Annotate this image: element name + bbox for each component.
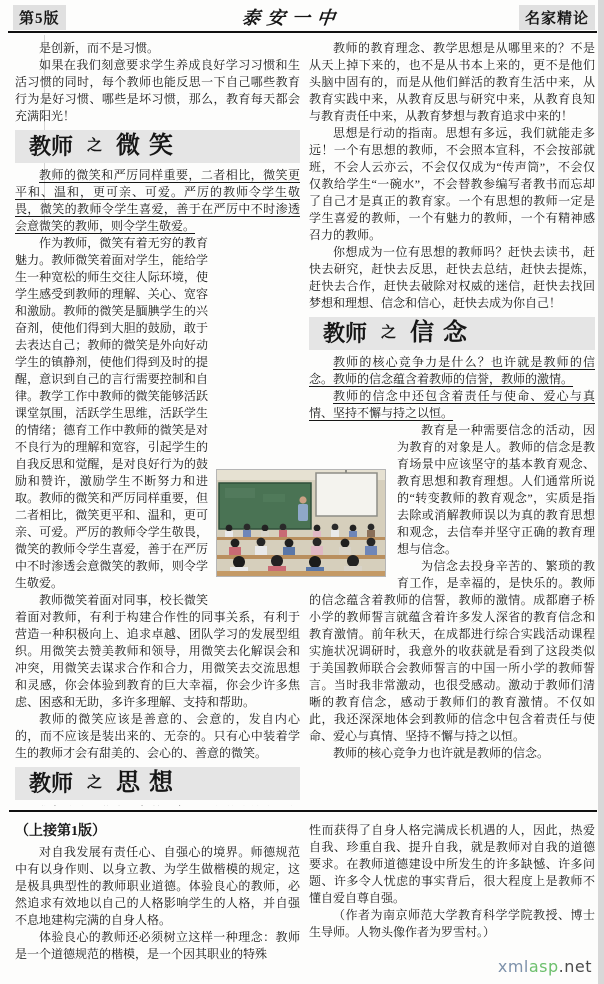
paragraph: 教师的微笑应该是善意的、会意的，发自内心的，而不应该是装出来的、无奈的。只有心中装着学生的教师才会有甜美的、会心的、善意的微笑。 bbox=[15, 712, 300, 760]
section-connector: 之 bbox=[87, 138, 103, 154]
section-header-thought bbox=[15, 767, 300, 800]
paragraph: 思想是行动的指南。思想有多远，我们就能走多远！一个有思想的教师，不会照本宣科，不会按部就班，不会人云亦云，不会仅仅成为“传声筒”，不会仅仅教给学生“一碗水”，不会替教参编写者教书而忘却了自己才是真正的教育家。一个有思想的教师一定是学生喜爱的教师，一个有魅力的教师，一个有精神感召力的教师。 bbox=[309, 126, 595, 242]
section-connector: 之 bbox=[381, 325, 397, 341]
watermark-net: .net bbox=[558, 957, 592, 976]
paragraph: 你想成为一位有思想的教师吗？赶快去读书，赶快去研究，赶快去反思，赶快去总结，赶快去提炼，赶快去合作，赶快去破除对权威的迷信，赶快去找回梦想和理想、信念和信心，赶快去成为你自己！ bbox=[309, 245, 595, 310]
lead-paragraph: 教师的核心竞争力是什么？也许就是教师的信念。教师的信念蕴含着教师的信誉，教师的激情。 bbox=[309, 355, 595, 386]
left-column-continuation bbox=[15, 822, 300, 978]
section-title: 微笑 bbox=[116, 133, 183, 159]
section-prefix: 教师 bbox=[323, 321, 368, 346]
continuation-divider bbox=[9, 810, 597, 812]
page-header bbox=[13, 5, 595, 29]
section-title: 思想 bbox=[116, 770, 183, 796]
paragraph: 体验良心的教师还必须树立这样一种理念：教师是一个道德规范的楷模，是一个因其职业的特殊 bbox=[15, 930, 300, 961]
lead-paragraph bbox=[15, 804, 300, 806]
paragraph: 教师的教育理念、教学思想是从哪里来的？不是从天上掉下来的，也不是从书本上来的，更不是他们头脑中固有的，而是从他们鲜活的教育生活中来，从教育实践中来，从教育反思与研究中来，从教育良知与教育责任中来，从教育梦想与教育追求中来的！ bbox=[309, 41, 595, 123]
watermark-xml: xml bbox=[497, 957, 529, 976]
watermark bbox=[498, 957, 592, 976]
left-column bbox=[15, 40, 300, 806]
right-column bbox=[309, 40, 595, 806]
section-header-belief bbox=[309, 317, 595, 350]
classroom-photo-image bbox=[217, 470, 385, 576]
classroom-photo bbox=[217, 470, 385, 576]
paragraph: 对自我发展有责任心、自强心的境界。师德规范中有以身作则、以身立教、为学生做楷模的规定，这是极具典型性的教师职业道德。体验良心的教师，必然追求有效地以自己的人格影响学生的人格，并自强不息地建构完满的自身人格。 bbox=[15, 845, 300, 927]
scan-edge-strip bbox=[598, 0, 604, 984]
paragraph: 教师微笑着面对同事，校长微笑着面对教师，有利于构建合作性的同事关系，有利于营造一种积极向上、追求卓越、团队学习的发展型组织。用微笑去赞美教师和领导，用微笑去化解误会和冲突，用微笑去谋求合作和合力，用微笑去交流思想和灵感，你会体验到教育的巨大幸福，你会少许多焦虑、困惑和无助，多许多理解、支持和帮助。 bbox=[15, 593, 300, 709]
continuation-header: （上接第1版） bbox=[15, 824, 106, 839]
header-divider bbox=[8, 31, 597, 33]
paragraph: 如果在我们刻意要求学生养成良好学习习惯和生活习惯的同时，每个教师也能反思一下自己哪些教育行为是好习惯、哪些是坏习惯，那么，教育每天都会充满阳光！ bbox=[15, 58, 300, 123]
lead-paragraph: 教师的微笑和严厉同样重要，二者相比，微笑更平和、温和，更可亲、可爱。严厉的教师令学生敬畏，微笑的教师令学生喜爱，善于在严厉中不时渗透会意微笑的教师，则令学生敬爱。 bbox=[15, 168, 300, 233]
paragraph: 是创新，而不是习惯。 bbox=[39, 41, 160, 55]
watermark-asp: asp bbox=[528, 957, 559, 976]
paragraph: 为信念去投身辛苦的、繁琐的教育工作，是幸福的，是快乐的。教师的信念蕴含着教师的信誓，教师的激情。成都磨子桥小学的教师誓言就蕴含着许多发人深省的教育信念和教育激情。前年秋天，在成都进行综合实践活动课程实施状况调研时，我意外的收获就是看到了这段类似于美国教师联合会教师誓言的中国一所小学的教师誓言。当时我非常激动，也很受感动。激动于教师们清晰的教育信念，感动于教师们的教育激情。不仅如此，我还深深地体会到教师的信念中包含着责任与使命、爱心与真情、坚持不懈与持之以恒。 bbox=[309, 559, 595, 743]
author-note: （作者为南京师范大学教育科学学院教授、博士生导师。人物头像作者为罗雪村。） bbox=[309, 908, 595, 939]
masthead-title: 泰安一中 bbox=[241, 8, 344, 28]
section-connector: 之 bbox=[87, 775, 103, 791]
section-title: 信念 bbox=[410, 320, 477, 346]
paragraph: 教育是一种需要信念的活动，因为教育的对象是人。教师的信念是教育场景中应该坚守的基本教育观念、教育思想和教育理想。人们通常所说的“转变教师的教育观念”，实质是指去除或消解教师误以为真的教育思想和观念，去信奉并坚守正确的教育理想与信念。 bbox=[397, 423, 595, 556]
right-column-continuation bbox=[309, 822, 595, 978]
lead-paragraph: 教师的信念中还包含着责任与使命、爱心与真情、坚持不懈与持之以恒。 bbox=[309, 389, 595, 420]
edition-badge: 第5版 bbox=[13, 5, 66, 30]
section-prefix: 教师 bbox=[29, 771, 74, 796]
paragraph: 作为教师，微笑有着无穷的教育魅力。教师微笑着面对学生，能给学生一种宽松的师生交往人际环境，使学生感受到教师的理解、关心、宽容和激励。教师的微笑是腼腆学生的兴奋剂，使他们得到大胆的鼓励，敢于去表达自己；教师的微笑是外向好动学生的镇静剂，使他们得到及时的提醒，意识到自己的言行需要控制和自律。教学工作中教师的微笑能够活跃课堂氛围，活跃学生思维，活跃学生的情绪；德育工作中教师的微笑是对不良行为的理解和宽容，引起学生的自我反思和觉醒，是对良好行为的鼓励和赞许，激励学生不断努力和进取。教师的微笑和严厉同样重要，但二者相比，微笑更平和、温和，更可亲、可爱。严厉的教师令学生敬畏，微笑的教师令学生喜爱，善于在严厉中不时渗透会意微笑的教师，则令学生敬爱。 bbox=[15, 236, 208, 590]
paragraph: 性而获得了自身人格完满成长机遇的人，因此，热爱自我、珍重自我、提升自我，就是教师对自我的道德要求。在教师道德建设中所发生的许多缺憾、许多问题、许多令人忧虑的事实背后，很大程度上是教师不懂自爱自尊自强。 bbox=[309, 823, 595, 905]
column-name-badge: 名家精论 bbox=[519, 5, 595, 30]
paragraph: 教师的核心竞争力也许就是教师的信念。 bbox=[333, 746, 550, 760]
section-prefix: 教师 bbox=[29, 134, 74, 159]
section-header-smile bbox=[15, 130, 300, 163]
